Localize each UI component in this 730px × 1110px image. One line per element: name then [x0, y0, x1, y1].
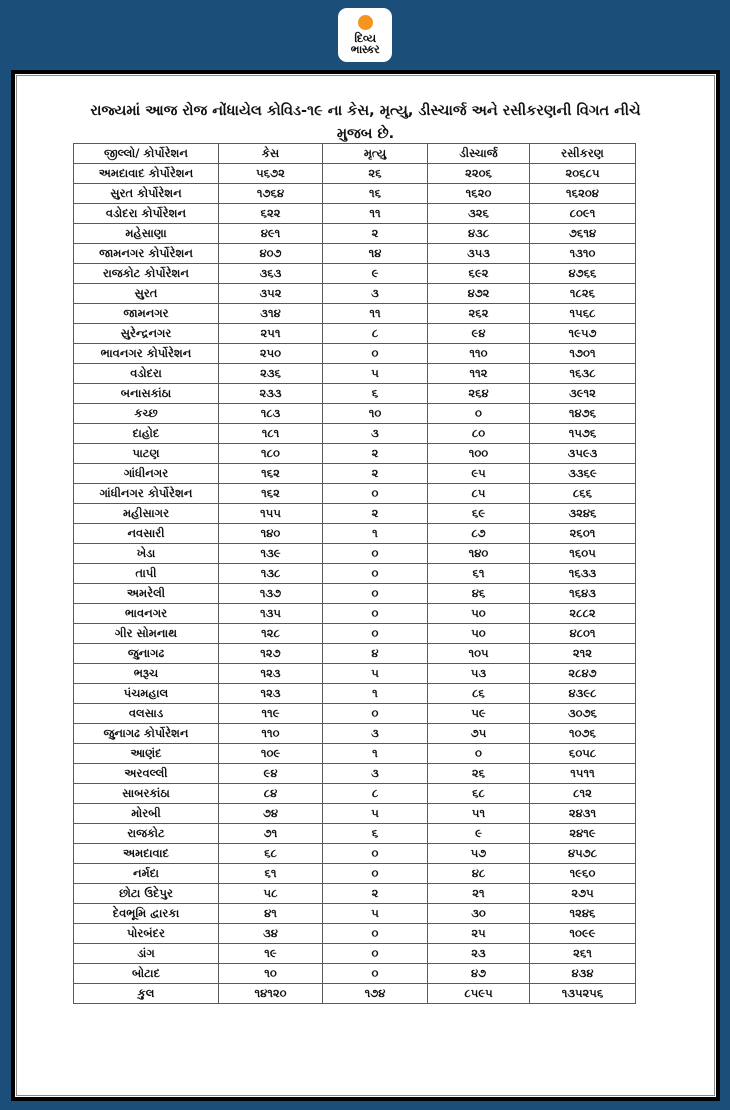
table-row — [74, 404, 636, 424]
cell-district: અમરેલી — [74, 584, 219, 604]
table-row — [74, 264, 636, 284]
cell-cases: ૪૧ — [219, 904, 323, 924]
cell-cases: ૨૩૬ — [219, 364, 323, 384]
cell-cases: ૯૪ — [219, 764, 323, 784]
cell-cases: ૧૦ — [219, 964, 323, 984]
cell-cases: ૭૧ — [219, 824, 323, 844]
cell-discharge: ૯૫ — [428, 464, 530, 484]
cell-cases: ૧૬૨ — [219, 484, 323, 504]
cell-district: ગાંધીનગર કોર્પોરેશન — [74, 484, 219, 504]
table-row — [74, 764, 636, 784]
cell-district: રાજકોટ — [74, 824, 219, 844]
cell-cases: ૧૬૨ — [219, 464, 323, 484]
cell-vaccination: ૧૯૫૭ — [530, 324, 636, 344]
cell-discharge: ૬૯ — [428, 504, 530, 524]
cell-deaths: ૬ — [323, 824, 428, 844]
cell-vaccination: ૧૦૯૯ — [530, 924, 636, 944]
cell-deaths: ૮ — [323, 784, 428, 804]
cell-deaths: ૨ — [323, 504, 428, 524]
cell-deaths: ૯ — [323, 264, 428, 284]
cell-deaths: ૨ — [323, 224, 428, 244]
logo-text-line2: ભાસ્કર — [350, 43, 380, 56]
cell-vaccination: ૪૮૦૧ — [530, 624, 636, 644]
cell-district: વલસાડ — [74, 704, 219, 724]
cell-vaccination: ૧૯૬૦ — [530, 864, 636, 884]
cell-discharge: ૦ — [428, 404, 530, 424]
cell-discharge: ૬૮ — [428, 784, 530, 804]
cell-discharge: ૧૦૫ — [428, 644, 530, 664]
cell-deaths: ૪ — [323, 644, 428, 664]
cell-discharge: ૮૫ — [428, 484, 530, 504]
cell-district: કચ્છ — [74, 404, 219, 424]
cell-deaths: ૫ — [323, 804, 428, 824]
table-row — [74, 564, 636, 584]
table-total-row — [74, 984, 636, 1004]
cell-discharge: ૨૧ — [428, 884, 530, 904]
table-row — [74, 964, 636, 984]
table-row — [74, 344, 636, 364]
cell-cases: ૭૪ — [219, 804, 323, 824]
cell-vaccination: ૮૦૯૧ — [530, 204, 636, 224]
cell-cases: ૨૫૧ — [219, 324, 323, 344]
cell-deaths: ૧૬ — [323, 184, 428, 204]
cell-discharge: ૦ — [428, 744, 530, 764]
cell-vaccination: ૩૦૭૬ — [530, 704, 636, 724]
table-row — [74, 864, 636, 884]
cell-vaccination: ૧૬૩૩ — [530, 564, 636, 584]
header-district: જીલ્લો/ કોર્પોરેશન — [74, 144, 219, 164]
cell-deaths: ૩ — [323, 764, 428, 784]
cell-deaths: ૬ — [323, 384, 428, 404]
cell-cases: ૪૯૧ — [219, 224, 323, 244]
cell-deaths: ૨ — [323, 444, 428, 464]
cell-discharge: ૫૧ — [428, 804, 530, 824]
cell-vaccination: ૩૩૬૯ — [530, 464, 636, 484]
cell-deaths: ૨ — [323, 464, 428, 484]
cell-district: નર્મદા — [74, 864, 219, 884]
cell-vaccination: ૧૩૧૦ — [530, 244, 636, 264]
cell-district: રાજકોટ કોર્પોરેશન — [74, 264, 219, 284]
cell-deaths: ૦ — [323, 584, 428, 604]
total-deaths: ૧૭૪ — [323, 984, 428, 1004]
cell-vaccination: ૧૬૪૩ — [530, 584, 636, 604]
cell-district: ડાંગ — [74, 944, 219, 964]
cell-deaths: ૧ — [323, 744, 428, 764]
cell-district: આણંદ — [74, 744, 219, 764]
cell-vaccination: ૧૮૨૬ — [530, 284, 636, 304]
cell-discharge: ૯૪ — [428, 324, 530, 344]
cell-district: અરવલ્લી — [74, 764, 219, 784]
cell-vaccination: ૧૨૪૬ — [530, 904, 636, 924]
table-header-row — [74, 144, 636, 164]
cell-deaths: ૧૧ — [323, 204, 428, 224]
divya-bhaskar-logo — [338, 8, 392, 62]
table-row — [74, 244, 636, 264]
cell-vaccination: ૧૫૧૧ — [530, 764, 636, 784]
cell-deaths: ૧૪ — [323, 244, 428, 264]
cell-vaccination: ૧૪૭૬ — [530, 404, 636, 424]
cell-discharge: ૨૬૨ — [428, 304, 530, 324]
cell-cases: ૧૩૯ — [219, 544, 323, 564]
cell-vaccination: ૨૭૫ — [530, 884, 636, 904]
cell-cases: ૬૮ — [219, 844, 323, 864]
cell-vaccination: ૨૮૪૭ — [530, 664, 636, 684]
table-row — [74, 824, 636, 844]
cell-district: વડોદરા કોર્પોરેશન — [74, 204, 219, 224]
cell-deaths: ૧ — [323, 524, 428, 544]
cell-cases: ૧૮૩ — [219, 404, 323, 424]
cell-cases: ૧૯ — [219, 944, 323, 964]
cell-deaths: ૫ — [323, 364, 428, 384]
header-vaccination: રસીકરણ — [530, 144, 636, 164]
cell-district: છોટા ઉદેપુર — [74, 884, 219, 904]
table-row — [74, 724, 636, 744]
cell-discharge: ૪૮ — [428, 864, 530, 884]
cell-discharge: ૧૧૦ — [428, 344, 530, 364]
cell-cases: ૪૦૭ — [219, 244, 323, 264]
table-row — [74, 844, 636, 864]
cell-district: દેવભૂમિ દ્વારકા — [74, 904, 219, 924]
cell-district: ભાવનગર કોર્પોરેશન — [74, 344, 219, 364]
table-row — [74, 944, 636, 964]
cell-vaccination: ૧૬૨૦૪ — [530, 184, 636, 204]
cell-discharge: ૧૪૦ — [428, 544, 530, 564]
cell-vaccination: ૩૯૧૨ — [530, 384, 636, 404]
cell-vaccination: ૮૧૨ — [530, 784, 636, 804]
cell-deaths: ૩ — [323, 424, 428, 444]
cell-discharge: ૫૦ — [428, 604, 530, 624]
table-row — [74, 744, 636, 764]
title-line-2: મુજબ છે. — [336, 126, 395, 142]
cell-deaths: ૧૦ — [323, 404, 428, 424]
cell-discharge: ૨૬૪ — [428, 384, 530, 404]
table-row — [74, 704, 636, 724]
cell-vaccination: ૧૦૭૬ — [530, 724, 636, 744]
cell-vaccination: ૨૬૦૧ — [530, 524, 636, 544]
table-row — [74, 684, 636, 704]
table-row — [74, 284, 636, 304]
cell-vaccination: ૪૩૯૮ — [530, 684, 636, 704]
cell-district: જામનગર કોર્પોરેશન — [74, 244, 219, 264]
cell-district: મહેસાણા — [74, 224, 219, 244]
cell-deaths: ૫ — [323, 904, 428, 924]
cell-discharge: ૪૭૨ — [428, 284, 530, 304]
cell-deaths: ૦ — [323, 964, 428, 984]
header-deaths: મૃત્યુ — [323, 144, 428, 164]
cell-discharge: ૭૫ — [428, 724, 530, 744]
cell-district: ગીર સોમનાથ — [74, 624, 219, 644]
cell-vaccination: ૬૦૫૮ — [530, 744, 636, 764]
cell-discharge: ૧૬૨૦ — [428, 184, 530, 204]
cell-deaths: ૧ — [323, 684, 428, 704]
cell-vaccination: ૨૪૩૧ — [530, 804, 636, 824]
cell-discharge: ૫૭ — [428, 844, 530, 864]
cell-vaccination: ૧૬૦૫ — [530, 544, 636, 564]
table-row — [74, 924, 636, 944]
cell-cases: ૩૫૨ — [219, 284, 323, 304]
cell-district: જુનાગઢ — [74, 644, 219, 664]
cell-deaths: ૦ — [323, 864, 428, 884]
table-row — [74, 644, 636, 664]
table-row — [74, 664, 636, 684]
cell-deaths: ૧૧ — [323, 304, 428, 324]
cell-district: બોટાદ — [74, 964, 219, 984]
cell-cases: ૧૧૯ — [219, 704, 323, 724]
header-discharge: ડીસ્ચાર્જ — [428, 144, 530, 164]
cell-cases: ૧૩૫ — [219, 604, 323, 624]
covid-stats-table — [73, 143, 636, 1004]
cell-vaccination: ૧૫૭૬ — [530, 424, 636, 444]
cell-deaths: ૦ — [323, 604, 428, 624]
cell-discharge: ૨૨૦૬ — [428, 164, 530, 184]
cell-vaccination: ૧૬૩૮ — [530, 364, 636, 384]
cell-vaccination: ૪૫૭૮ — [530, 844, 636, 864]
cell-deaths: ૦ — [323, 484, 428, 504]
table-row — [74, 204, 636, 224]
cell-vaccination: ૩૨૪૬ — [530, 504, 636, 524]
table-row — [74, 604, 636, 624]
cell-deaths: ૦ — [323, 844, 428, 864]
document-page — [16, 75, 715, 1096]
cell-discharge: ૨૬ — [428, 764, 530, 784]
cell-vaccination: ૮૬૬ — [530, 484, 636, 504]
table-row — [74, 524, 636, 544]
cell-deaths: ૦ — [323, 704, 428, 724]
cell-district: પાટણ — [74, 444, 219, 464]
cell-district: સુરત — [74, 284, 219, 304]
cell-cases: ૩૬૩ — [219, 264, 323, 284]
table-row — [74, 324, 636, 344]
cell-deaths: ૦ — [323, 944, 428, 964]
cell-cases: ૧૨૩ — [219, 664, 323, 684]
cell-cases: ૧૨૭ — [219, 644, 323, 664]
cell-discharge: ૮૭ — [428, 524, 530, 544]
cell-discharge: ૫૯ — [428, 704, 530, 724]
cell-discharge: ૪૭ — [428, 964, 530, 984]
sun-icon — [358, 15, 373, 30]
total-label: કુલ — [74, 984, 219, 1004]
cell-discharge: ૮૬ — [428, 684, 530, 704]
cell-district: સુરેન્દ્રનગર — [74, 324, 219, 344]
table-row — [74, 884, 636, 904]
cell-district: મહીસાગર — [74, 504, 219, 524]
cell-deaths: ૩ — [323, 284, 428, 304]
cell-vaccination: ૨૧૨ — [530, 644, 636, 664]
cell-discharge: ૨૫ — [428, 924, 530, 944]
cell-cases: ૫૬૭૨ — [219, 164, 323, 184]
cell-district: નવસારી — [74, 524, 219, 544]
cell-discharge: ૨૩ — [428, 944, 530, 964]
table-row — [74, 304, 636, 324]
cell-cases: ૧૨૩ — [219, 684, 323, 704]
cell-deaths: ૦ — [323, 544, 428, 564]
cell-discharge: ૯ — [428, 824, 530, 844]
cell-cases: ૧૮૧ — [219, 424, 323, 444]
table-row — [74, 624, 636, 644]
cell-district: ગાંધીનગર — [74, 464, 219, 484]
cell-deaths: ૦ — [323, 624, 428, 644]
cell-deaths: ૨ — [323, 884, 428, 904]
cell-deaths: ૦ — [323, 924, 428, 944]
cell-district: જામનગર — [74, 304, 219, 324]
cell-district: વડોદરા — [74, 364, 219, 384]
cell-district: સાબરકાંઠા — [74, 784, 219, 804]
cell-cases: ૩૧૪ — [219, 304, 323, 324]
table-row — [74, 544, 636, 564]
cell-discharge: ૫૦ — [428, 624, 530, 644]
cell-vaccination: ૧૭૦૧ — [530, 344, 636, 364]
cell-cases: ૧૫૫ — [219, 504, 323, 524]
header-cases: કેસ — [219, 144, 323, 164]
cell-deaths: ૫ — [323, 664, 428, 684]
table-row — [74, 904, 636, 924]
cell-cases: ૨૫૦ — [219, 344, 323, 364]
table-row — [74, 484, 636, 504]
table-body — [74, 164, 636, 984]
cell-district: સુરત કોર્પોરેશન — [74, 184, 219, 204]
table-row — [74, 424, 636, 444]
cell-deaths: ૮ — [323, 324, 428, 344]
table-row — [74, 584, 636, 604]
table-row — [74, 504, 636, 524]
document-frame — [11, 70, 720, 1101]
cell-cases: ૧૮૦ — [219, 444, 323, 464]
cell-cases: ૫૮ — [219, 884, 323, 904]
cell-district: પંચમહાલ — [74, 684, 219, 704]
cell-district: ભરૂચ — [74, 664, 219, 684]
cell-district: દાહોદ — [74, 424, 219, 444]
table-row — [74, 464, 636, 484]
cell-vaccination: ૩૫૯૩ — [530, 444, 636, 464]
cell-cases: ૧૭૬૪ — [219, 184, 323, 204]
cell-vaccination: ૪૩૪ — [530, 964, 636, 984]
cell-vaccination: ૨૦૬૮૫ — [530, 164, 636, 184]
cell-district: પોરબંદર — [74, 924, 219, 944]
cell-cases: ૧૩૮ — [219, 564, 323, 584]
cell-discharge: ૧૦૦ — [428, 444, 530, 464]
cell-cases: ૧૧૦ — [219, 724, 323, 744]
cell-cases: ૧૪૦ — [219, 524, 323, 544]
cell-discharge: ૩૨૬ — [428, 204, 530, 224]
table-row — [74, 364, 636, 384]
cell-discharge: ૫૩ — [428, 664, 530, 684]
cell-cases: ૮૪ — [219, 784, 323, 804]
total-cases: ૧૪૧૨૦ — [219, 984, 323, 1004]
table-row — [74, 444, 636, 464]
cell-discharge: ૩૦ — [428, 904, 530, 924]
cell-discharge: ૬૯૨ — [428, 264, 530, 284]
cell-vaccination: ૨૬૧ — [530, 944, 636, 964]
cell-cases: ૨૩૩ — [219, 384, 323, 404]
cell-vaccination: ૪૭૬૬ — [530, 264, 636, 284]
cell-vaccination: ૨૪૧૯ — [530, 824, 636, 844]
cell-district: અમદાવાદ કોર્પોરેશન — [74, 164, 219, 184]
cell-discharge: ૧૧૨ — [428, 364, 530, 384]
table-row — [74, 804, 636, 824]
cell-district: બનાસકાંઠા — [74, 384, 219, 404]
table-row — [74, 384, 636, 404]
cell-discharge: ૪૬ — [428, 584, 530, 604]
cell-district: તાપી — [74, 564, 219, 584]
cell-deaths: ૩ — [323, 724, 428, 744]
cell-cases: ૧૨૮ — [219, 624, 323, 644]
cell-deaths: ૦ — [323, 564, 428, 584]
logo-text-line1: દિવ્ય — [354, 31, 376, 45]
cell-discharge: ૮૦ — [428, 424, 530, 444]
title-line-1: રાજ્યમાં આજ રોજ નોંધાયેલ કોવિડ-૧૯ ના કેસ, મૃત્યુ, ડીસ્ચાર્જ અને રસીકરણની વિગત નીચે — [90, 103, 641, 119]
cell-cases: ૬૧ — [219, 864, 323, 884]
cell-district: અમદાવાદ — [74, 844, 219, 864]
cell-district: ખેડા — [74, 544, 219, 564]
table-row — [74, 184, 636, 204]
cell-discharge: ૬૧ — [428, 564, 530, 584]
total-discharge: ૮૫૯૫ — [428, 984, 530, 1004]
cell-district: જુનાગઢ કોર્પોરેશન — [74, 724, 219, 744]
cell-district: મોરબી — [74, 804, 219, 824]
table-row — [74, 224, 636, 244]
cell-deaths: ૨૬ — [323, 164, 428, 184]
cell-vaccination: ૨૮૮૨ — [530, 604, 636, 624]
cell-discharge: ૩૫૩ — [428, 244, 530, 264]
total-vaccination: ૧૩૫૨૫૬ — [530, 984, 636, 1004]
cell-district: ભાવનગર — [74, 604, 219, 624]
cell-discharge: ૪૩૮ — [428, 224, 530, 244]
cell-cases: ૧૩૭ — [219, 584, 323, 604]
cell-vaccination: ૧૫૬૮ — [530, 304, 636, 324]
cell-deaths: ૦ — [323, 344, 428, 364]
cell-cases: ૧૦૯ — [219, 744, 323, 764]
cell-cases: ૬૨૨ — [219, 204, 323, 224]
table-row — [74, 164, 636, 184]
page-title — [17, 100, 714, 146]
table-row — [74, 784, 636, 804]
cell-cases: ૩૪ — [219, 924, 323, 944]
cell-vaccination: ૭૬૧૪ — [530, 224, 636, 244]
